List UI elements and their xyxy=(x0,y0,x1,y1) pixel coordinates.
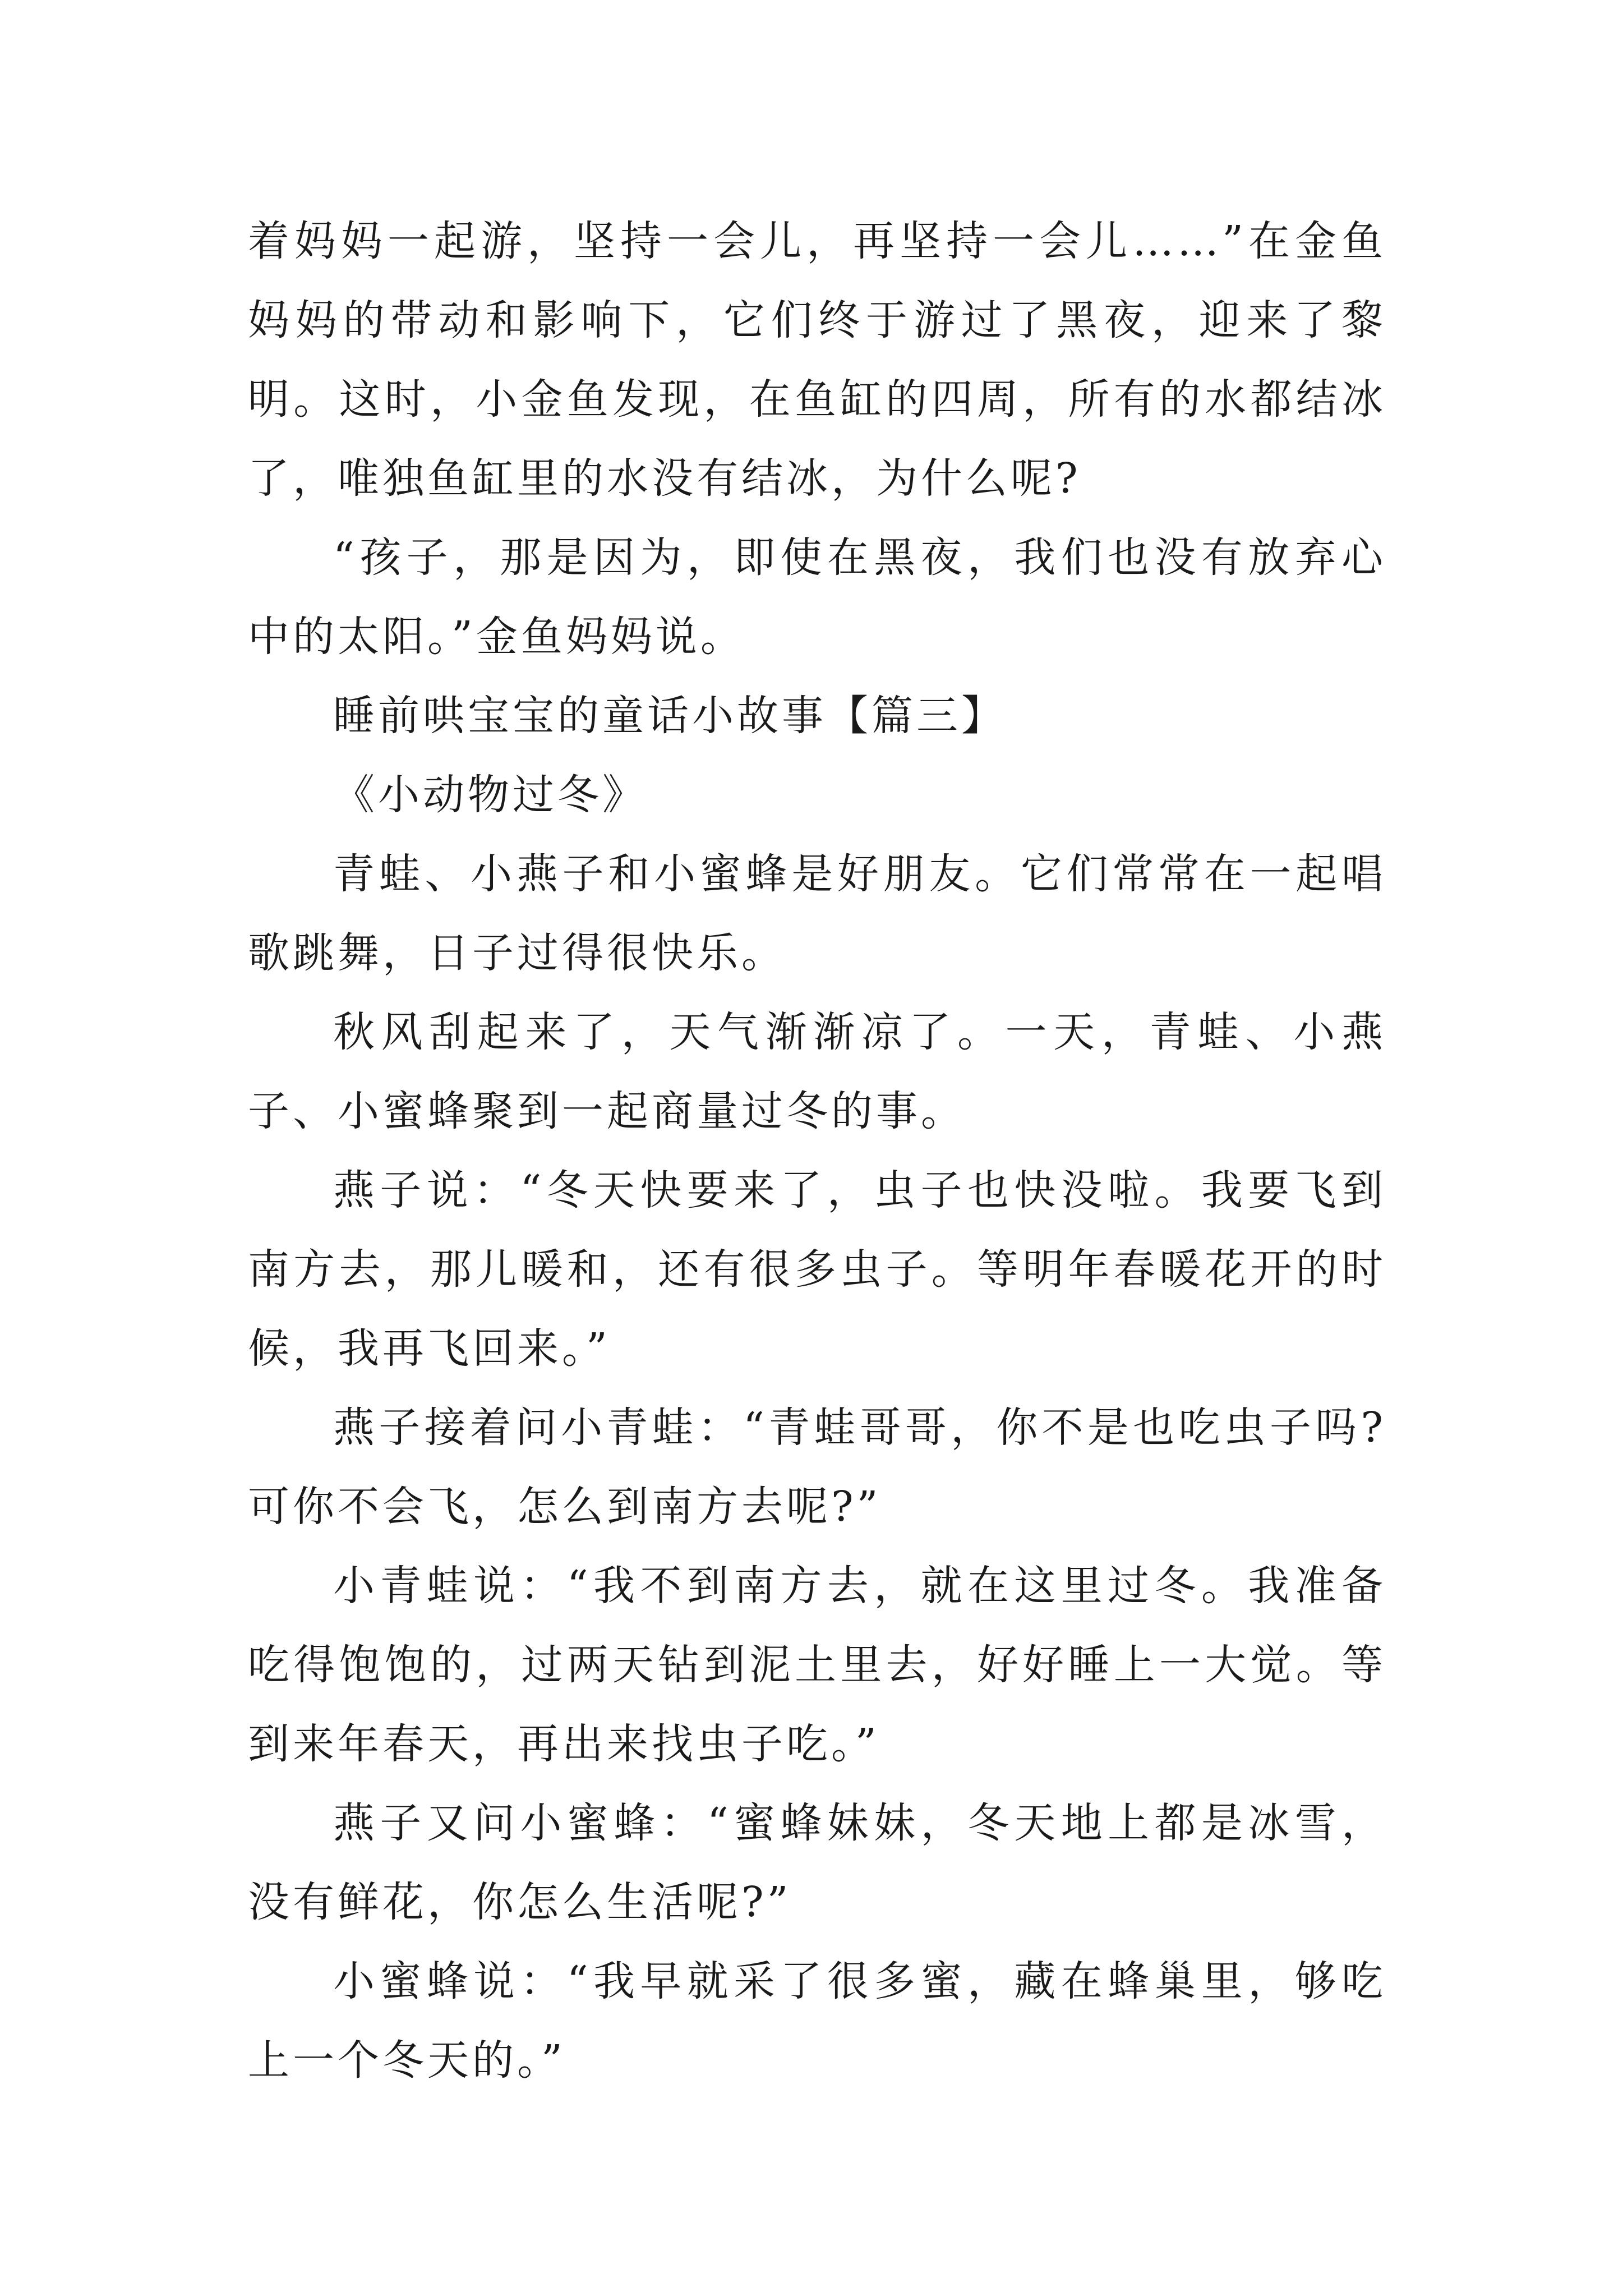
paragraph: “孩子，那是因为，即使在黑夜，我们也没有放弃心中的太阳。”金鱼妈妈说。 xyxy=(248,533,1386,661)
paragraph: 小蜜蜂说：“我早就采了很多蜜，藏在蜂巢里，够吃上一个冬天的。” xyxy=(248,1957,1386,2085)
paragraph: 燕子说：“冬天快要来了，虫子也快没啦。我要飞到南方去，那儿暖和，还有很多虫子。等明年春暖花开的时候，我再飞回来。” xyxy=(248,1166,1386,1373)
section-heading: 睡前哄宝宝的童话小故事【篇三】 xyxy=(333,692,1006,740)
paragraph: 秋风刮起来了，天气渐渐凉了。一天，青蛙、小燕子、小蜜蜂聚到一起商量过冬的事。 xyxy=(248,1008,1386,1135)
paragraph-continuation: 着妈妈一起游，坚持一会儿，再坚持一会儿……”在金鱼妈妈的带动和影响下，它们终于游过了黑夜，迎来了黎明。这时，小金鱼发现，在鱼缸的四周，所有的水都结冰了，唯独鱼缸里的水没有结冰，为什么呢? xyxy=(248,217,1386,503)
paragraph: 燕子接着问小青蛙：“青蛙哥哥，你不是也吃虫子吗?可你不会飞，怎么到南方去呢?” xyxy=(248,1404,1386,1531)
paragraph: 燕子又问小蜜蜂：“蜜蜂妹妹，冬天地上都是冰雪，没有鲜花，你怎么生活呢?” xyxy=(248,1799,1386,1926)
story-title: 《小动物过冬》 xyxy=(333,771,647,819)
paragraph: 青蛙、小燕子和小蜜蜂是好朋友。它们常常在一起唱歌跳舞，日子过得很快乐。 xyxy=(248,850,1386,977)
document-body xyxy=(248,202,1386,2100)
paragraph: 小青蛙说：“我不到南方去，就在这里过冬。我准备吃得饱饱的，过两天钻到泥土里去，好好睡上一大觉。等到来年春天，再出来找虫子吃。” xyxy=(248,1562,1386,1768)
